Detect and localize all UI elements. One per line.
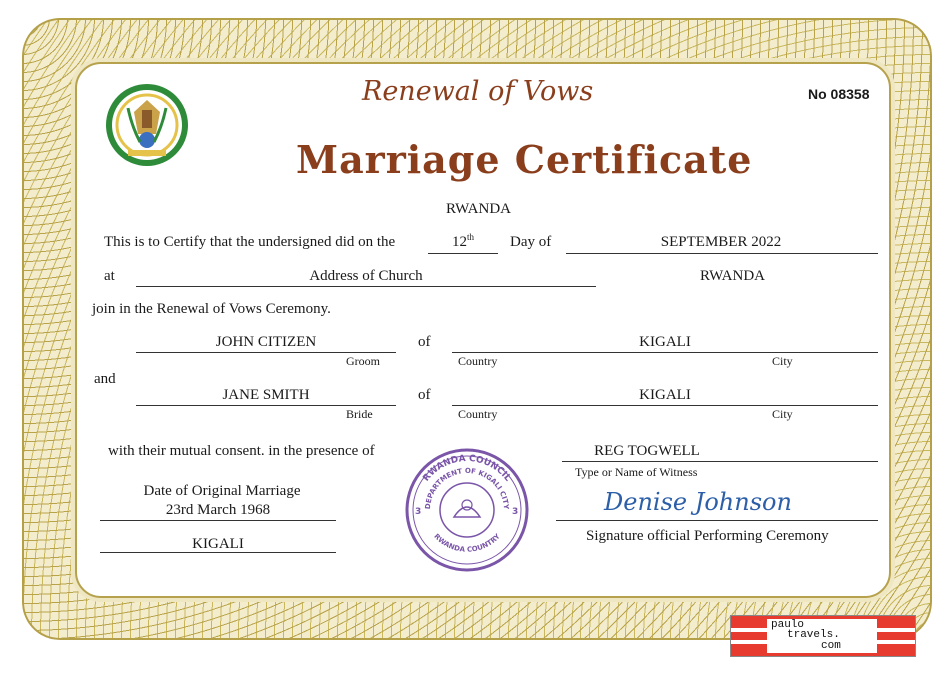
signature-line (556, 520, 878, 521)
svg-text:RWANDA COUNTRY (432, 532, 502, 554)
watermark-logo (730, 615, 916, 657)
and-label: and (94, 371, 116, 387)
ceremony-text: join in the Renewal of Vows Ceremony. (92, 301, 331, 317)
country-heading: RWANDA (446, 201, 512, 217)
bride-label: Bride (346, 407, 373, 421)
stamp-inner-text: DEPARTMENT OF KIGALI CITY (423, 466, 511, 510)
location-country: RWANDA (700, 268, 766, 284)
groom-city-label: City (772, 354, 793, 368)
stamp-bottom-text: RWANDA COUNTRY (432, 532, 502, 554)
stamp-top-text: RWANDA COUNCIL (421, 453, 513, 484)
groom-name: JOHN CITIZEN (215, 334, 317, 350)
bride-line (136, 405, 396, 406)
groom-country-label: Country (458, 354, 498, 368)
original-marriage-label: Date of Original Marriage (143, 483, 301, 499)
witness-lead: with their mutual consent. in the presence of (108, 443, 375, 459)
watermark-line2: travels. (787, 629, 840, 641)
certificate-title: Marriage Certificate (296, 137, 753, 182)
signature-label: Signature official Performing Ceremony (586, 528, 829, 544)
bride-city-label: City (772, 407, 793, 421)
certificate-subtitle: Renewal of Vows (362, 76, 594, 107)
day-number (428, 232, 498, 251)
certificate-number: No 08358 (808, 86, 870, 102)
month-year: SEPTEMBER 2022 (660, 234, 782, 250)
officiant-signature: Denise Johnson (604, 488, 792, 516)
official-stamp (402, 447, 532, 573)
certify-lead: This is to Certify that the undersigned did on the (104, 234, 396, 250)
stamp-right-digit: 3 (512, 507, 519, 517)
church-address: Address of Church (309, 268, 423, 284)
watermark-line3: com (821, 640, 841, 652)
witness-name: REG TOGWELL (594, 443, 700, 459)
original-marriage-date: 23rd March 1968 (165, 502, 271, 518)
bride-name: JANE SMITH (222, 387, 310, 403)
original-date-line (100, 520, 336, 521)
day-of-label: Day of (510, 234, 552, 250)
stamp-crest-icon (454, 507, 480, 517)
watermark-line1: paulo (771, 619, 805, 631)
bride-of: of (418, 387, 431, 403)
bride-country-label: Country (458, 407, 498, 421)
bride-city: KIGALI (639, 387, 691, 403)
groom-city: KIGALI (639, 334, 691, 350)
stamp-left-digit: 3 (415, 507, 422, 517)
groom-line (136, 352, 396, 353)
month-line (566, 253, 878, 254)
day-number-value: 12 (451, 234, 467, 250)
address-line (136, 286, 596, 287)
groom-of: of (418, 334, 431, 350)
coat-of-arms-emblem (104, 82, 190, 168)
bride-location-line (452, 405, 878, 406)
witness-line (562, 461, 878, 462)
groom-label: Groom (346, 354, 380, 368)
original-place-line (100, 552, 336, 553)
at-label: at (104, 268, 115, 284)
witness-label: Type or Name of Witness (575, 465, 698, 479)
day-line (428, 253, 498, 254)
original-marriage-place: KIGALI (192, 536, 244, 552)
day-suffix: th (466, 232, 474, 242)
groom-location-line (452, 352, 878, 353)
